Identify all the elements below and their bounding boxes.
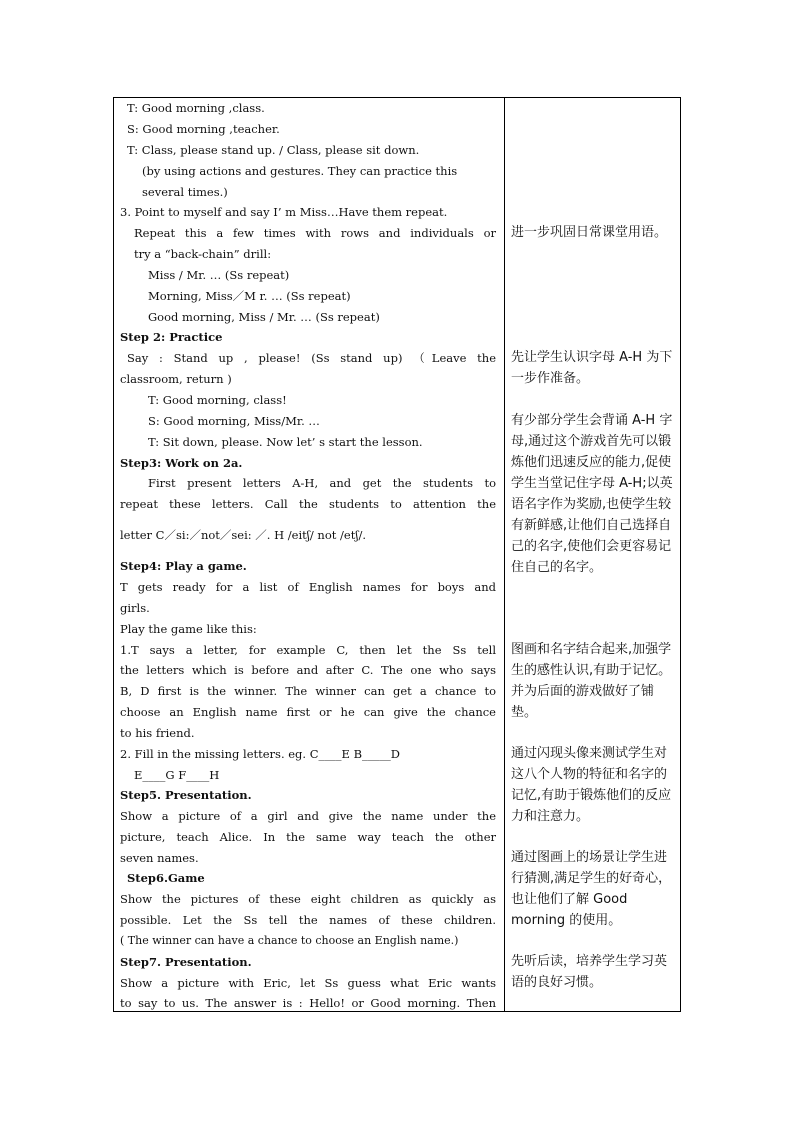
note-text: 先听后读，培养学生学习英语的良好习惯。: [511, 954, 668, 990]
body-text-line: letter C／si:／not／sei: ／. H /eitʃ/ not /etʃ/.: [120, 528, 366, 542]
drill-line: Morning, Miss／M r. … (Ss repeat): [148, 289, 351, 303]
body-text-line: Show a picture with Eric, let Ss guess what Eric wants: [120, 976, 496, 990]
body-text-line: T gets ready for a list of English names for boys and: [120, 580, 496, 594]
body-text-line: 3. Point to myself and say I’ m Miss…Have them repeat.: [120, 205, 448, 219]
column-divider: [504, 98, 505, 1011]
teaching-note: [511, 222, 677, 243]
body-text-line: Repeat this a few times with rows and individuals or: [134, 226, 496, 240]
lesson-plan-table: [113, 97, 681, 1012]
body-text-line: Say : Stand up , please! (Ss stand up) （Leave the: [127, 351, 496, 365]
drill-line: Good morning, Miss / Mr. … (Ss repeat): [148, 310, 380, 324]
teaching-note: [511, 347, 677, 389]
body-text-line: girls.: [120, 601, 150, 615]
note-text: 进一步巩固日常课堂用语。: [511, 225, 668, 240]
note-text: 有少部分学生会背诵 A-H 字母,通过这个游戏首先可以锻炼他们迅速反应的能力,促使学生当堂记住字母 A-H;以英语名字作为奖励,也使学生较有新鲜感,让他们自己选择自己的名字,使他们会更容易记住自己的名字。: [511, 413, 673, 575]
body-text-line: classroom, return ): [120, 372, 232, 386]
dialogue-line: T: Sit down, please. Now let’ s start the lesson.: [148, 435, 423, 449]
body-text-line: possible. Let the Ss tell the names of these children.: [120, 913, 496, 927]
dialogue-line: T: Good morning ,class.: [127, 101, 265, 115]
step-heading: Step3: Work on 2a.: [120, 456, 243, 470]
body-text-line: ( The winner can have a chance to choose an English name.): [120, 934, 459, 947]
step-heading: Step6.Game: [127, 871, 205, 885]
teaching-note: [511, 743, 677, 827]
body-text-line: Show a picture of a girl and give the name under the: [120, 809, 496, 823]
body-text-line: to say to us. The answer is : Hello! or Good morning. Then: [120, 996, 496, 1010]
body-text-line: seven names.: [120, 851, 199, 865]
exercise-line: E____G F____H: [134, 768, 220, 782]
dialogue-line: S: Good morning ,teacher.: [127, 122, 280, 136]
body-text-line: First present letters A-H, and get the students to: [148, 476, 496, 490]
dialogue-line: S: Good morning, Miss/Mr. …: [148, 414, 320, 428]
teaching-note: [511, 639, 677, 723]
body-text-line: Play the game like this:: [120, 622, 257, 636]
body-text-line: choose an English name first or he can give the chance: [120, 705, 496, 719]
drill-line: Miss / Mr. … (Ss repeat): [148, 268, 290, 282]
body-text-line: try a “back-chain” drill:: [134, 247, 272, 261]
dialogue-line: T: Class, please stand up. / Class, please sit down.: [127, 143, 420, 157]
body-text-line: (by using actions and gestures. They can practice this: [142, 164, 458, 178]
step-heading: Step 2: Practice: [120, 330, 223, 344]
step-heading: Step5. Presentation.: [120, 788, 252, 802]
note-text: 通过闪现头像来测试学生对这八个人物的特征和名字的记忆,有助于锻炼他们的反应力和注意力。: [511, 746, 672, 824]
body-text-line: the letters which is before and after C. The one who says: [120, 663, 496, 677]
body-text-line: Show the pictures of these eight children as quickly as: [120, 892, 496, 906]
teaching-note: [511, 410, 677, 578]
step-heading: Step4: Play a game.: [120, 559, 247, 573]
body-text-line: several times.): [142, 185, 228, 199]
body-text-line: 1.T says a letter, for example C, then let the Ss tell: [120, 643, 496, 657]
teaching-note: [511, 951, 677, 993]
dialogue-line: T: Good morning, class!: [148, 393, 287, 407]
step-heading: Step7. Presentation.: [120, 955, 252, 969]
note-text: 通过图画上的场景让学生进行猜测,满足学生的好奇心，也让他们了解 Good morning 的使用。: [511, 850, 672, 928]
teaching-note: [511, 847, 677, 931]
exercise-line: 2. Fill in the missing letters. eg. C____E B_____D: [120, 747, 401, 761]
body-text-line: picture, teach Alice. In the same way teach the other: [120, 830, 496, 844]
note-text: 先让学生认识字母 A-H 为下一步作准备。: [511, 350, 673, 386]
body-text-line: to his friend.: [120, 726, 195, 740]
body-text-line: B, D first is the winner. The winner can get a chance to: [120, 684, 496, 698]
body-text-line: repeat these letters. Call the students to attention the: [120, 497, 496, 511]
note-text: 图画和名字结合起来,加强学生的感性认识,有助于记忆。并为后面的游戏做好了铺垫。: [511, 642, 672, 720]
